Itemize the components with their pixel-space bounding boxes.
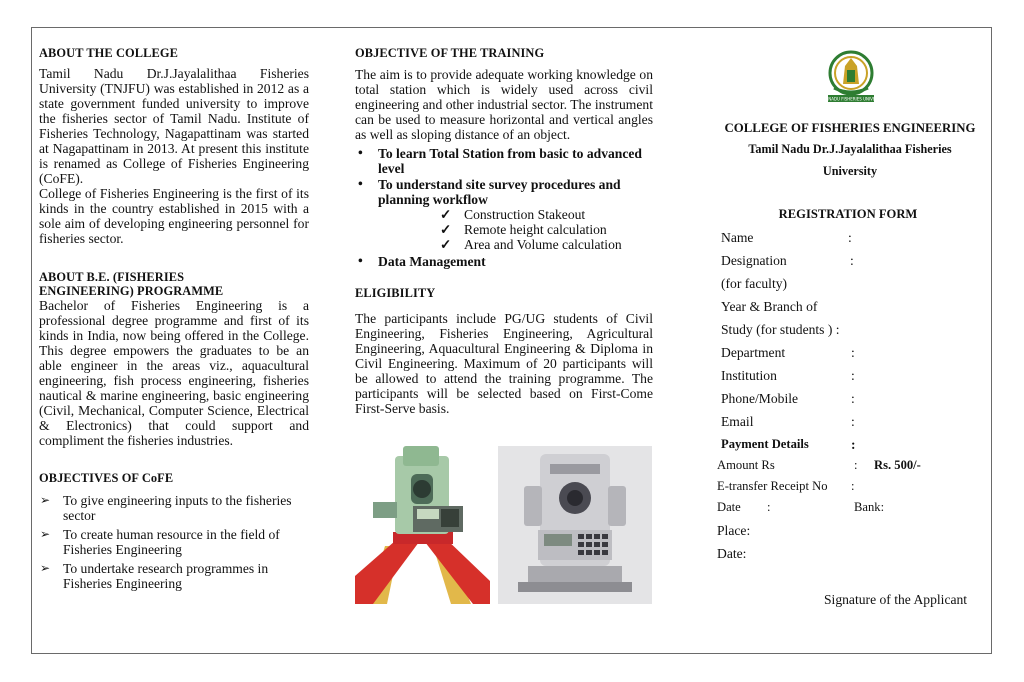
date-colon: : <box>767 500 771 514</box>
payment-details-colon: : <box>851 437 856 452</box>
training-checklist <box>440 207 653 252</box>
etransfer-colon: : <box>851 479 855 493</box>
year-branch-label: Year & Branch of <box>721 299 818 314</box>
check-mark-icon: ✓ <box>440 222 452 237</box>
about-college-para1: Tamil Nadu Dr.J.Jayalalithaa Fisheries University (TNJFU) was established in 2012 as a state government funded university to improve the fisheries sector of Tamil Nadu. Institute of Fisheries Technology, Nagapattinam was started at Nagapattinam in 2013. At present this institute is renamed as College of Fisheries Engineering (CoFE). <box>39 66 309 186</box>
arrowhead-bullet-icon: ➢ <box>40 561 51 575</box>
amount-label: Amount Rs <box>717 458 775 472</box>
list-item: ➢ To create human resource in the field of Fisheries Engineering <box>40 527 280 557</box>
amount-colon: : <box>854 458 858 472</box>
bank-label: Bank: <box>854 500 885 514</box>
study-students-label: Study (for students ) : <box>721 322 840 337</box>
list-item: • To understand site survey procedures and planning workflow ✓ Construction Stakeout ✓ Remote height calculation ✓ Area and Volume calculation <box>355 177 653 252</box>
check-mark-icon: ✓ <box>440 207 452 222</box>
designation-label: Designation <box>721 253 787 268</box>
eligibility-heading: ELIGIBILITY <box>355 286 436 300</box>
list-item: ➢ To give engineering inputs to the fisheries sector <box>40 493 292 523</box>
about-college-heading: ABOUT THE COLLEGE <box>39 46 178 60</box>
signature-label: Signature of the Applicant <box>824 592 968 607</box>
university-name-line2: University <box>822 164 878 178</box>
institution-colon: : <box>851 368 855 383</box>
objective-training-para: The aim is to provide adequate working knowledge on total station which is widely used across civil engineering and other industrial sector. The instrument can be used to measure horizontal and vertical angles as well as sloping distance of an object. <box>355 67 653 142</box>
about-be-heading: ABOUT B.E. (FISHERIES ENGINEERING) PROGRAMME <box>39 270 224 298</box>
eligibility-para: The participants include PG/UG students of Civil Engineering, Fisheries Engineering, Agricultural Engineering, Aquacultural Engineering & Diploma in Civil Engineering. Maximum of 20 participants will be allowed to attend the training programme. The participants will be selected based on First-Come First-Serve basis. <box>355 311 653 416</box>
round-bullet-icon: • <box>358 253 363 268</box>
designation-colon: : <box>850 253 854 268</box>
list-item: ✓ Area and Volume calculation <box>440 237 622 252</box>
round-bullet-icon: • <box>358 176 363 191</box>
date2-label: Date: <box>717 546 747 561</box>
place-label: Place: <box>717 523 751 538</box>
column-about <box>39 46 309 595</box>
objectives-cofe-list <box>39 493 309 591</box>
column-training <box>355 46 653 416</box>
college-name: COLLEGE OF FISHERIES ENGINEERING <box>724 121 976 135</box>
phone-label: Phone/Mobile <box>721 391 799 406</box>
list-item: ✓ Construction Stakeout <box>440 207 586 222</box>
registration-form-title: REGISTRATION FORM <box>778 207 918 221</box>
list-item: ✓ Remote height calculation <box>440 222 607 237</box>
round-bullet-icon: • <box>358 145 363 160</box>
total-station-tripod-photo <box>355 446 490 604</box>
department-label: Department <box>721 345 786 360</box>
amount-value: Rs. 500/- <box>874 458 921 472</box>
arrowhead-bullet-icon: ➢ <box>40 493 51 507</box>
university-logo <box>818 50 884 105</box>
name-label: Name <box>721 230 754 245</box>
institution-label: Institution <box>721 368 777 383</box>
university-name-line1: Tamil Nadu Dr.J.Jayalalithaa Fisheries <box>748 142 952 156</box>
total-station-photo <box>498 446 652 604</box>
about-college-para2: College of Fisheries Engineering is the first of its kinds in the country established in 2015 with a sole aim of developing engineering personnel for fisheries sector. <box>39 186 309 246</box>
arrowhead-bullet-icon: ➢ <box>40 527 51 541</box>
payment-details-label: Payment Details <box>721 437 809 451</box>
date-label: Date <box>717 500 741 514</box>
list-item: • Data Management <box>358 253 486 269</box>
objective-training-heading: OBJECTIVE OF THE TRAINING <box>355 46 545 60</box>
email-label: Email <box>721 414 754 429</box>
department-colon: : <box>851 345 855 360</box>
etransfer-label: E-transfer Receipt No <box>717 479 828 493</box>
list-item: ➢ To undertake research programmes in Fisheries Engineering <box>40 561 269 591</box>
name-colon: : <box>848 230 852 245</box>
email-colon: : <box>851 414 855 429</box>
phone-colon: : <box>851 391 855 406</box>
list-item: • To learn Total Station from basic to advanced level <box>358 145 642 176</box>
for-faculty-label: (for faculty) <box>721 276 788 291</box>
training-bullets <box>355 146 653 269</box>
logo-caption: TAMIL NADU FISHERIES UNIVERSITY <box>818 96 884 102</box>
objectives-cofe-heading: OBJECTIVES OF CoFE <box>39 471 174 485</box>
about-be-para: Bachelor of Fisheries Engineering is a professional degree programme and first of its kinds in India, now being offered in the College. This degree empowers the graduates to be an able engineer in the areas viz., aquacultural engineering, fish process engineering, fisheries nautical & marine engineering, basic engineering (Civil, Mechanical, Computer Science, Electrical & Electronics) that could support and compliment the fisheries industries. <box>39 298 309 448</box>
check-mark-icon: ✓ <box>440 237 452 252</box>
